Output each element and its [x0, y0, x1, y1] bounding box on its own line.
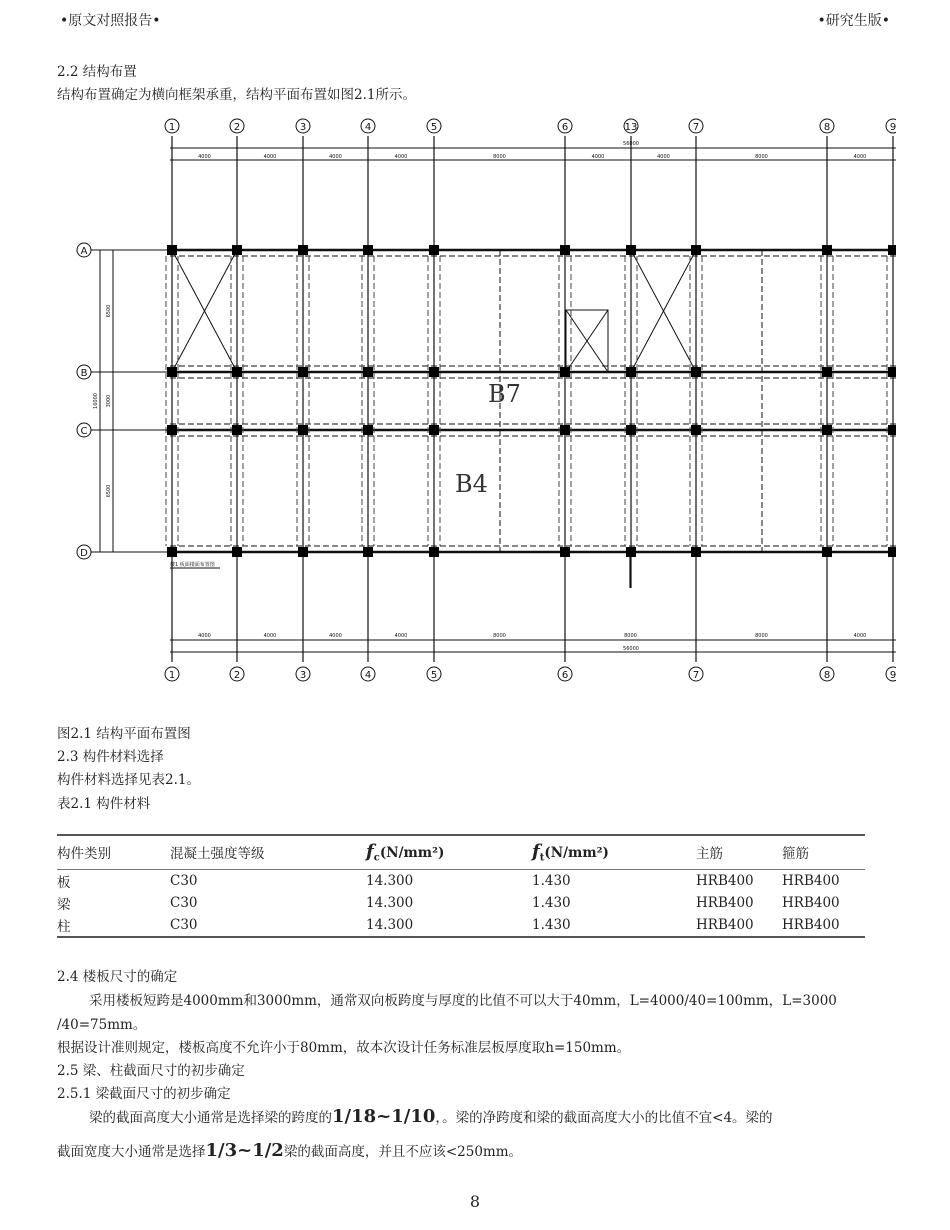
- column-square: [691, 245, 701, 255]
- legend-text: 楼1 板面楼面布置图: [170, 562, 215, 568]
- dim-top: 4000: [263, 154, 277, 160]
- column-square: [626, 425, 636, 435]
- dim-top: 4000: [394, 154, 408, 160]
- column-square: [822, 425, 832, 435]
- cell: HRB400: [696, 914, 782, 937]
- para1-text-post: ，。梁的净跨度和梁的截面高度大小的比值不宜<4。梁的: [435, 1110, 773, 1126]
- row-label: B: [80, 368, 88, 379]
- dim-top: 4000: [329, 154, 342, 160]
- axis-label-top: 8: [823, 122, 831, 133]
- section-2-4-para1b: /40=75mm。: [57, 1017, 147, 1033]
- axis-label-bottom: 7: [692, 670, 700, 681]
- cell: 14.300: [366, 914, 532, 937]
- col-header-fc: [366, 835, 532, 869]
- col-header-ft: [532, 835, 696, 869]
- cell: HRB400: [782, 872, 840, 889]
- dim-bottom: 4000: [853, 633, 867, 639]
- materials-table: [57, 834, 865, 938]
- cell: 14.300: [366, 872, 414, 889]
- section-2-2-text: 结构布置确定为横向框架承重，结构平面布置如图2.1所示。: [57, 87, 416, 103]
- column-square: [167, 425, 177, 435]
- ft-symbol: f: [532, 841, 540, 862]
- section-2-5-title: 2.5 梁、柱截面尺寸的初步确定: [57, 1063, 245, 1079]
- axis-label-bottom: 8: [823, 670, 831, 681]
- column-square: [298, 245, 308, 255]
- section-2-4-title: 2.4 楼板尺寸的确定: [57, 969, 178, 985]
- cell: HRB400: [782, 894, 840, 911]
- row-label: A: [80, 246, 88, 257]
- axis-label-bottom: 5: [430, 670, 438, 681]
- cell: 板: [57, 874, 71, 891]
- column-square: [429, 547, 439, 557]
- column-square: [167, 367, 177, 377]
- dim-bottom: 4000: [394, 633, 408, 639]
- dim-bottom-total: 56000: [623, 646, 639, 652]
- column-square: [363, 425, 373, 435]
- section-2-4-para2: 根据设计准则规定，楼板高度不允许小于80mm，故本次设计任务标准层板厚度取h=150mm。: [57, 1040, 631, 1056]
- dim-bottom: 4000: [329, 633, 342, 639]
- span-ratio-fraction: 1/18~1/10: [332, 1106, 436, 1127]
- structural-plan-figure: [60, 110, 896, 710]
- column-square: [232, 425, 242, 435]
- row-label: D: [80, 548, 88, 559]
- cell: C30: [170, 894, 198, 911]
- column-square: [626, 245, 636, 255]
- axis-label-top: 7: [692, 122, 700, 133]
- dim-top: 4000: [853, 154, 867, 160]
- label-b7: B7: [488, 380, 521, 408]
- column-square: [822, 245, 832, 255]
- column-square: [363, 245, 373, 255]
- axis-label-top: 13: [624, 122, 638, 133]
- section-2-5-1-para1: [89, 1106, 773, 1127]
- fc-unit: (N/mm²): [379, 845, 445, 861]
- col-header-type: 构件类别: [57, 835, 170, 869]
- column-square: [298, 547, 308, 557]
- dim-top: 8000: [493, 154, 506, 160]
- column-square: [691, 425, 701, 435]
- section-2-5-1-para2: [57, 1140, 522, 1161]
- axis-label-top: 9: [889, 122, 896, 133]
- col-header-stirrup: 箍筋: [782, 835, 865, 869]
- cell: HRB400: [782, 914, 865, 937]
- dim-top: 8000: [755, 154, 768, 160]
- column-square: [626, 547, 636, 557]
- section-2-3-title: 2.3 构件材料选择: [57, 749, 164, 765]
- label-b4: B4: [455, 470, 488, 498]
- page-number: 8: [469, 1192, 481, 1211]
- column-square: [560, 547, 570, 557]
- section-2-3-text: 构件材料选择见表2.1。: [57, 772, 200, 788]
- column-square: [167, 245, 177, 255]
- table-row: [57, 869, 865, 892]
- column-square: [822, 547, 832, 557]
- table-title: 表2.1 构件材料: [57, 796, 151, 812]
- cell: 14.300: [366, 894, 414, 911]
- para2-text-post: 梁的截面高度，并且不应该<250mm。: [283, 1144, 523, 1160]
- column-square: [888, 367, 896, 377]
- dim-left: 6500: [106, 304, 112, 318]
- table-row: [57, 892, 865, 914]
- dim-bottom: 8000: [755, 633, 768, 639]
- column-square: [691, 367, 701, 377]
- section-2-5-1-title: 2.5.1 梁截面尺寸的初步确定: [57, 1086, 231, 1102]
- section-2-4-para1a: 采用楼板短跨是4000mm和3000mm，通常双向板跨度与厚度的比值不可以大于40mm，L=4000/40=100mm，L=3000: [89, 993, 837, 1009]
- ft-unit: (N/mm²): [544, 845, 609, 861]
- dim-bottom: 4000: [263, 633, 277, 639]
- axis-label-top: 4: [364, 122, 372, 133]
- axis-label-bottom: 6: [561, 670, 569, 681]
- dim-top: 4000: [591, 154, 605, 160]
- axis-label-top: 3: [299, 122, 307, 133]
- dim-top: 4000: [198, 154, 211, 160]
- dim-bottom: 8000: [493, 633, 506, 639]
- width-ratio-fraction: 1/3~1/2: [205, 1140, 284, 1161]
- column-square: [560, 425, 570, 435]
- axis-label-bottom: 3: [299, 670, 307, 681]
- dim-top: 4000: [657, 154, 670, 160]
- column-square: [888, 547, 896, 557]
- table-header-row: [57, 835, 865, 869]
- axis-label-bottom: 9: [889, 670, 896, 681]
- column-square: [888, 245, 896, 255]
- para2-text-pre: 截面宽度大小通常是选择: [57, 1144, 206, 1160]
- cell: C30: [170, 872, 198, 889]
- column-square: [232, 245, 242, 255]
- column-square: [298, 425, 308, 435]
- row-label: C: [80, 426, 88, 437]
- column-square: [363, 367, 373, 377]
- axis-label-top: 5: [430, 122, 438, 133]
- column-square: [298, 367, 308, 377]
- column-square: [888, 425, 896, 435]
- cell: 梁: [57, 896, 71, 913]
- column-square: [560, 367, 570, 377]
- ft-subscript: t: [539, 852, 545, 864]
- header-left: •原文对照报告•: [60, 13, 161, 29]
- column-square: [232, 547, 242, 557]
- column-square: [822, 367, 832, 377]
- column-square: [363, 547, 373, 557]
- column-square: [167, 547, 177, 557]
- column-square: [429, 245, 439, 255]
- column-square: [691, 547, 701, 557]
- section-2-2-title: 2.2 结构布置: [57, 64, 137, 80]
- fc-subscript: c: [373, 852, 380, 864]
- fc-symbol: f: [366, 841, 374, 862]
- column-square: [560, 245, 570, 255]
- dim-left: 3000: [106, 394, 112, 408]
- column-square: [429, 367, 439, 377]
- column-square: [429, 425, 439, 435]
- dim-top-total: 56000: [623, 141, 639, 147]
- axis-label-bottom: 2: [233, 670, 241, 681]
- column-square: [626, 367, 636, 377]
- axis-label-bottom: 1: [168, 670, 176, 681]
- column-square: [232, 367, 242, 377]
- dim-left-total: 16000: [93, 393, 99, 409]
- axis-label-bottom: 4: [364, 670, 372, 681]
- header-right: •研究生版•: [817, 13, 890, 29]
- cell: C30: [170, 914, 366, 937]
- cell: HRB400: [696, 872, 754, 889]
- cell: HRB400: [696, 894, 754, 911]
- cell: 柱: [57, 914, 170, 937]
- dim-bottom: 8000: [624, 633, 637, 639]
- cell: 1.430: [532, 914, 696, 937]
- cell: 1.430: [532, 894, 571, 911]
- axis-label-top: 2: [233, 122, 241, 133]
- col-header-main-rebar: 主筋: [696, 835, 782, 869]
- para1-text-pre: 梁的截面高度大小通常是选择梁的跨度的: [89, 1110, 332, 1126]
- cell: 1.430: [532, 872, 571, 889]
- dim-left: 6500: [106, 484, 112, 498]
- col-header-concrete: 混凝土强度等级: [170, 835, 366, 869]
- dim-bottom: 4000: [198, 633, 211, 639]
- axis-label-top: 6: [561, 122, 569, 133]
- axis-label-top: 1: [168, 122, 176, 133]
- figure-caption: 图2.1 结构平面布置图: [57, 726, 191, 742]
- table-row: [57, 914, 865, 937]
